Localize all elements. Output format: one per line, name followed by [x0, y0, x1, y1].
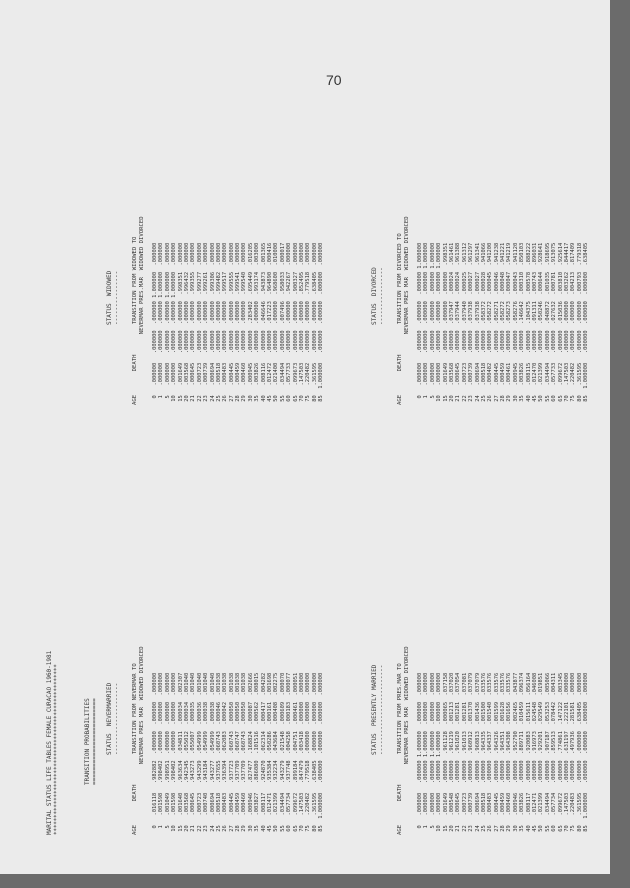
table-row: 25 .000518 .000000 .964335 .001500 .033576	[480, 672, 487, 835]
table-row: 40 .008116 .000000 .046646 .943873 .001365	[260, 242, 267, 405]
table-row: 5 .000000 .000000 .000000 1.000000 .000000	[164, 242, 171, 405]
table-row: 70 .147503 .000000 .631197 .222101 .000000	[563, 672, 570, 835]
table-row: 15 .001640 .963634 .034811 .000034 .002307	[177, 672, 184, 835]
table-row: 50 .021399 .000000 .050246 .000644 .928641	[538, 242, 545, 405]
table-row: 20 .003568 .000000 .000000 .996432 .000000	[183, 242, 190, 405]
table-subheader: NEVERMAR PRES.MAR WIDOWED DIVORCED	[139, 216, 145, 405]
table-header: AGE DEATH TRANSITION FROM PRES.MAR TO	[397, 663, 403, 835]
table-row: 40 .008117 .000000 .920083 .015611 .056164	[525, 672, 532, 835]
table-row: 21 .000645 .943273 .055007 .000035 .001040	[190, 672, 197, 835]
table-row: 23 .000740 .943184 .054999 .000038 .001040	[203, 672, 210, 835]
table-row: 26 .000483 .000000 .000000 .999517 .000000	[222, 242, 229, 405]
table-rows	[152, 673, 325, 835]
table-row: 23 .000739 .000000 .960912 .001370 .037079	[468, 672, 475, 835]
table-row: 25 .000518 .937655 .060743 .000046 .001038	[215, 672, 222, 835]
table-row: 22 .000723 .000000 .961013 .001281 .037081	[461, 672, 468, 835]
document-title: MARITAL STATUS LIFE TABLES FEMALE CURACAO 1960-1981	[46, 650, 53, 835]
table-row: 85 1.000000 .000000 .000000 .000000 .000000	[583, 672, 590, 835]
table-row: 0 .000000 .000000 .000000 1.000000 .000000	[152, 242, 158, 405]
table-row: 75 .220482 .000000 .000000 .779518 .000000	[305, 242, 312, 405]
table-row: 70 .147503 .000000 .000000 .852495 .000000	[298, 242, 305, 405]
table-status-title: STATUS NEVERMARRIED	[106, 682, 113, 755]
scan-edge-bottom	[0, 874, 630, 888]
table-row: 28 .000459 .000000 .964351 .001628 .033576	[500, 672, 507, 835]
table-row: 60 .057733 .000000 .000000 .942267 .000000	[286, 242, 293, 405]
table-row: 0 .000000 .000000 .000000 .000000 1.000000	[417, 242, 423, 405]
table-status-title: STATUS WIDOWED	[106, 270, 113, 325]
table-row: 60 .057733 .000000 .027632 .000781 .913075	[551, 242, 558, 405]
section-underline: ========================	[91, 698, 98, 785]
table-row: 55 .034494 .000000 .907187 .053253 .005066	[544, 672, 551, 835]
table-header: AGE DEATH TRANSITION FROM DIVORCED TO	[397, 233, 403, 405]
table-row: 45 .012472 .000000 .017223 .964890 .000416	[267, 242, 274, 405]
table-status-underline: --------------------	[113, 682, 120, 755]
table-row: 75 .220482 .000000 .000000 .004213 .817409	[570, 242, 577, 405]
table-row: 1 .001598 .998402 .000000 .000000 .000000	[158, 672, 165, 835]
table-row: 40 .008115 .000000 .104375 .000578 .888222	[525, 242, 532, 405]
table-row: 15 .001649 .000000 .000000 .000000 .998351	[442, 242, 449, 405]
section-title: TRANSITION PROBABILITIES	[84, 698, 91, 785]
table-row: 85 1.000000 .000000 .000000 .000000 .000000	[318, 672, 325, 835]
table-row: 45 .012471 .935384 .050286 .000161 .001698	[267, 672, 274, 835]
table-row: 30 .000945 .000000 .058276 .000043 .941120	[512, 242, 519, 405]
table-row: 29 .000460 .937709 .060743 .000050 .001038	[241, 672, 248, 835]
table-row: 1 .000000 .000000 1.000000 .000000 .000000	[423, 672, 430, 835]
table-row: 0 .016118 .982882 .000000 .000000 .000000	[152, 672, 158, 835]
table-row: 26 .000483 .000000 .964337 .001540 .033576	[487, 672, 494, 835]
table-rows	[417, 243, 590, 405]
table-row: 24 .000694 .943277 .054999 .000038 .001040	[209, 672, 216, 835]
table-status-underline: ----------------	[378, 267, 385, 325]
table-row: 50 .021399 .932234 .043684 .000408 .002275	[273, 672, 280, 835]
table-row: 1 .000000 .000000 .000000 .000000 1.000000	[423, 242, 430, 405]
table-row: 22 .000723 .943299 .054999 .000036 .001040	[196, 672, 203, 835]
table-row: 65 .099673 .000000 .000000 .900327 .000000	[292, 242, 299, 405]
table-row: 20 .000548 .000000 .961219 .001213 .037020	[448, 672, 455, 835]
table-row: 30 .000946 .000000 .952790 .002465 .043877	[512, 672, 519, 835]
table-row: 23 .000739 .000000 .037938 .000027 .961297	[468, 242, 475, 405]
table-row: 35 .003826 .000000 .000000 .993174 .003000	[254, 242, 261, 405]
table-row: 27 .000445 .000000 .964326 .001599 .033576	[493, 672, 500, 835]
table-row: 70 .147503 .000000 .000000 .003262 .844417	[563, 242, 570, 405]
table-row: 26 .000482 .000000 .058272 .000045 .941200	[487, 242, 494, 405]
table-row: 29 .000460 .000000 .964308 .001656 .033576	[506, 672, 513, 835]
table-row: 28 .000459 .937709 .060747 .000050 .001038	[235, 672, 242, 835]
table-row: 21 .000645 .000000 .961020 .001281 .037054	[455, 672, 462, 835]
table-row: 5 .000000 .000000 .000000 .000000 1.000000	[429, 242, 436, 405]
table-row: 0 .000000 .000000 1.000000 .000000 .000000	[417, 672, 423, 835]
rotated-content	[46, 65, 590, 835]
table-row: 20 .003568 .000000 .037947 .000024 .961461	[448, 242, 455, 405]
table-row: 75 .220483 .000000 .497936 .281581 .000000	[570, 672, 577, 835]
table-row: 10 .000000 .000000 .000000 .000000 1.000000	[436, 242, 443, 405]
table-row: 27 .000445 .000000 .000000 .999555 .000000	[228, 242, 235, 405]
page-number: 70	[326, 72, 342, 88]
table-row: 27 .000445 .000000 .058271 .000046 .941238	[493, 242, 500, 405]
table-row: 15 .001649 .000000 .000000 .998351 .000000	[177, 242, 184, 405]
table-row: 20 .003568 .942345 .055012 .000034 .001040	[183, 672, 190, 835]
title-underline: **************************************************	[53, 664, 60, 835]
table-row: 65 .099672 .899184 .004751 .000461 .000051	[292, 672, 299, 835]
table-row: 1 .000000 .000000 .000000 1.000000 .000000	[158, 242, 165, 405]
table-row: 29 .000461 .000000 .058273 .000047 .941219	[506, 242, 513, 405]
table-row: 50 .021399 .000000 .929201 .029549 .019851	[538, 672, 545, 835]
table-row: 29 .000460 .000000 .000000 .999540 .000000	[241, 242, 248, 405]
table-row: 45 .012471 .000000 .916973 .024548 .046008	[532, 672, 539, 835]
table-row: 65 .099672 .000000 .774861 .147122 .003345	[557, 672, 564, 835]
table-row: 24 .000694 .000000 .960813 .001436 .037079	[474, 672, 481, 835]
table-header: AGE DEATH TRANSITION FROM WIDOWED TO	[132, 236, 138, 405]
table-row: 40 .008117 .924870 .062314 .000417 .004282	[260, 672, 267, 835]
table-row: 75 .220482 .779518 .000000 .000000 .000000	[305, 672, 312, 835]
table-row: 26 .000483 .936394 .062083 .000042 .001038	[222, 672, 229, 835]
table-row: 24 .000694 .000000 .037938 .000027 .961341	[474, 242, 481, 405]
table-row: 15 .001649 .000000 .961128 .000065 .037158	[442, 672, 449, 835]
table-row: 55 .034494 .000000 .007496 .958033 .000017	[279, 242, 286, 405]
table-row: 25 .000518 .000000 .000000 .999482 .000000	[215, 242, 222, 405]
table-row: 28 .000459 .000000 .000000 .999541 .000000	[235, 242, 242, 405]
table-rows	[417, 673, 590, 835]
table-row: 80 .361595 .000000 .000000 .638405 .000000	[311, 242, 318, 405]
table-status-underline: -------------------------	[378, 664, 385, 755]
table-row: 30 .000946 .827477 .168824 .000087 .002666	[247, 672, 254, 835]
table-row: 45 .012470 .000000 .091311 .000743 .896031	[532, 242, 539, 405]
table-row: 23 .000739 .000000 .000000 .999261 .000000	[203, 242, 210, 405]
table-row: 30 .000945 .000000 .283402 .695449 .016205	[247, 242, 254, 405]
table-row: 10 .000000 .000000 .000000 1.000000 .000000	[171, 242, 178, 405]
table-header: AGE DEATH TRANSITION FROM NEVERMAR TO	[132, 663, 138, 835]
table-row: 5 .000000 .000000 1.000000 .000000 .000000	[429, 672, 436, 835]
table-row: 85 1.000000 .000000 .000000 .000000 .000000	[318, 242, 325, 405]
table-row: 10 .001598 .998402 .000000 .000000 .000000	[171, 672, 178, 835]
table-row: 22 .000723 .000000 .037940 .000025 .961312	[461, 242, 468, 405]
table-row: 5 .001049 .998951 .000000 .000000 .000000	[164, 672, 171, 835]
table-row: 70 .147503 .847479 .003418 .000000 .000000	[298, 672, 305, 835]
table-row: 27 .000445 .937723 .060743 .000050 .001038	[228, 672, 235, 835]
table-row: 60 .057734 .000000 .859513 .078442 .004311	[551, 672, 558, 835]
table-row: 85 1.000000 .000000 .000000 .000000 .638405	[583, 242, 590, 405]
table-row: 22 .000723 .000000 .000000 .999277 .000000	[196, 242, 203, 405]
table-row: 35 .003826 .000000 .146642 .000310 .850103	[519, 242, 526, 405]
table-row: 80 .361595 .638405 .000000 .000000 .000000	[311, 672, 318, 835]
table-row: 60 .057734 .937748 .004258 .000183 .000077	[286, 672, 293, 835]
table-row: 24 .000694 .000000 .000000 .999306 .000000	[209, 242, 216, 405]
table-subheader: NEVERMAR PRES MAR WIDOWED DIVORCED	[404, 646, 410, 835]
table-row: 80 .361595 .000000 .000000 .000793 .779318	[576, 242, 583, 405]
table-subheader: NEVERMAR PRES MAR WIDOWED DIVORCED	[139, 646, 145, 835]
table-row: 65 .099672 .000000 .015036 .003810 .925614	[557, 242, 564, 405]
table-subheader: NEVERMAR PRES MAR WIDOWED DIVORCED	[404, 216, 410, 405]
table-status-underline: ---------------	[113, 270, 120, 325]
table-status-title: STATUS PRESENTLY MARRIED	[371, 664, 378, 755]
table-row: 35 .003826 .000000 .889711 .010459 .096374	[519, 672, 526, 835]
table-row: 21 .000645 .000000 .037944 .000024 .961388	[455, 242, 462, 405]
table-row: 10 .000000 .000000 1.000000 .000000 .000000	[436, 672, 443, 835]
table-row: 35 .003827 .886080 .101516 .000562 .008015	[254, 672, 261, 835]
table-row: 80 .361595 .000000 .000000 .638405 .000000	[576, 672, 583, 835]
table-row: 55 .034494 .000000 .048872 .001035 .918695	[544, 242, 551, 405]
table-row: 55 .034494 .943279 .021548 .000609 .000070	[279, 672, 286, 835]
table-row: 50 .021400 .000000 .000000 .968600 .010000	[273, 242, 280, 405]
table-row: 25 .000518 .000000 .058372 .000028 .941066	[480, 242, 487, 405]
table-row: 28 .000459 .000000 .058272 .000048 .941221	[500, 242, 507, 405]
scan-edge-right	[610, 0, 630, 888]
table-status-title: STATUS DIVORCED	[371, 267, 378, 325]
table-rows	[152, 243, 325, 405]
table-row: 21 .000645 .000000 .000000 .999355 .000000	[190, 242, 197, 405]
